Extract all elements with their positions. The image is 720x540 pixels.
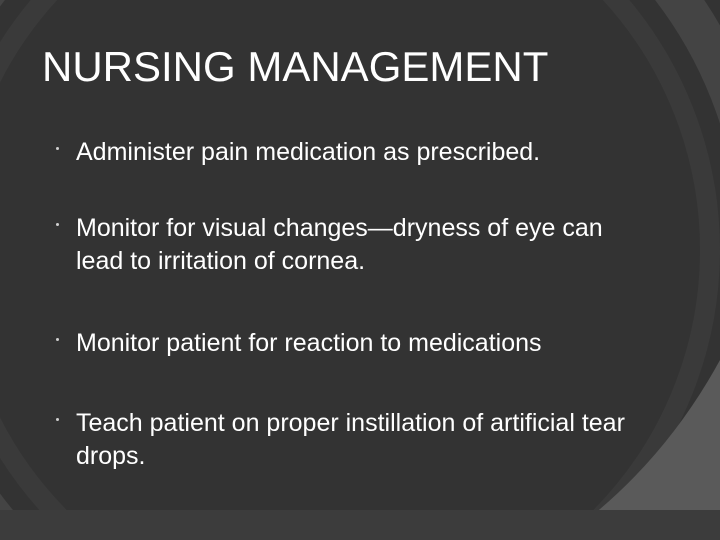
bullet-dot-icon [56,223,59,226]
slide-title: NURSING MANAGEMENT [42,43,549,90]
bullet-dot-icon [56,338,59,341]
background-bottom-strip [0,510,720,540]
bullet-dot-icon [56,418,59,421]
bullet-text: Administer pain medication as prescribed. [76,138,541,166]
bullet-text: Monitor for visual changes—dryness of eye can lead to irritation of cornea. [76,214,603,275]
bullet-text: Monitor patient for reaction to medications [76,329,542,357]
bullet-dot-icon [56,147,59,150]
bullet-text: Teach patient on proper instillation of artificial tear drops. [76,409,625,470]
